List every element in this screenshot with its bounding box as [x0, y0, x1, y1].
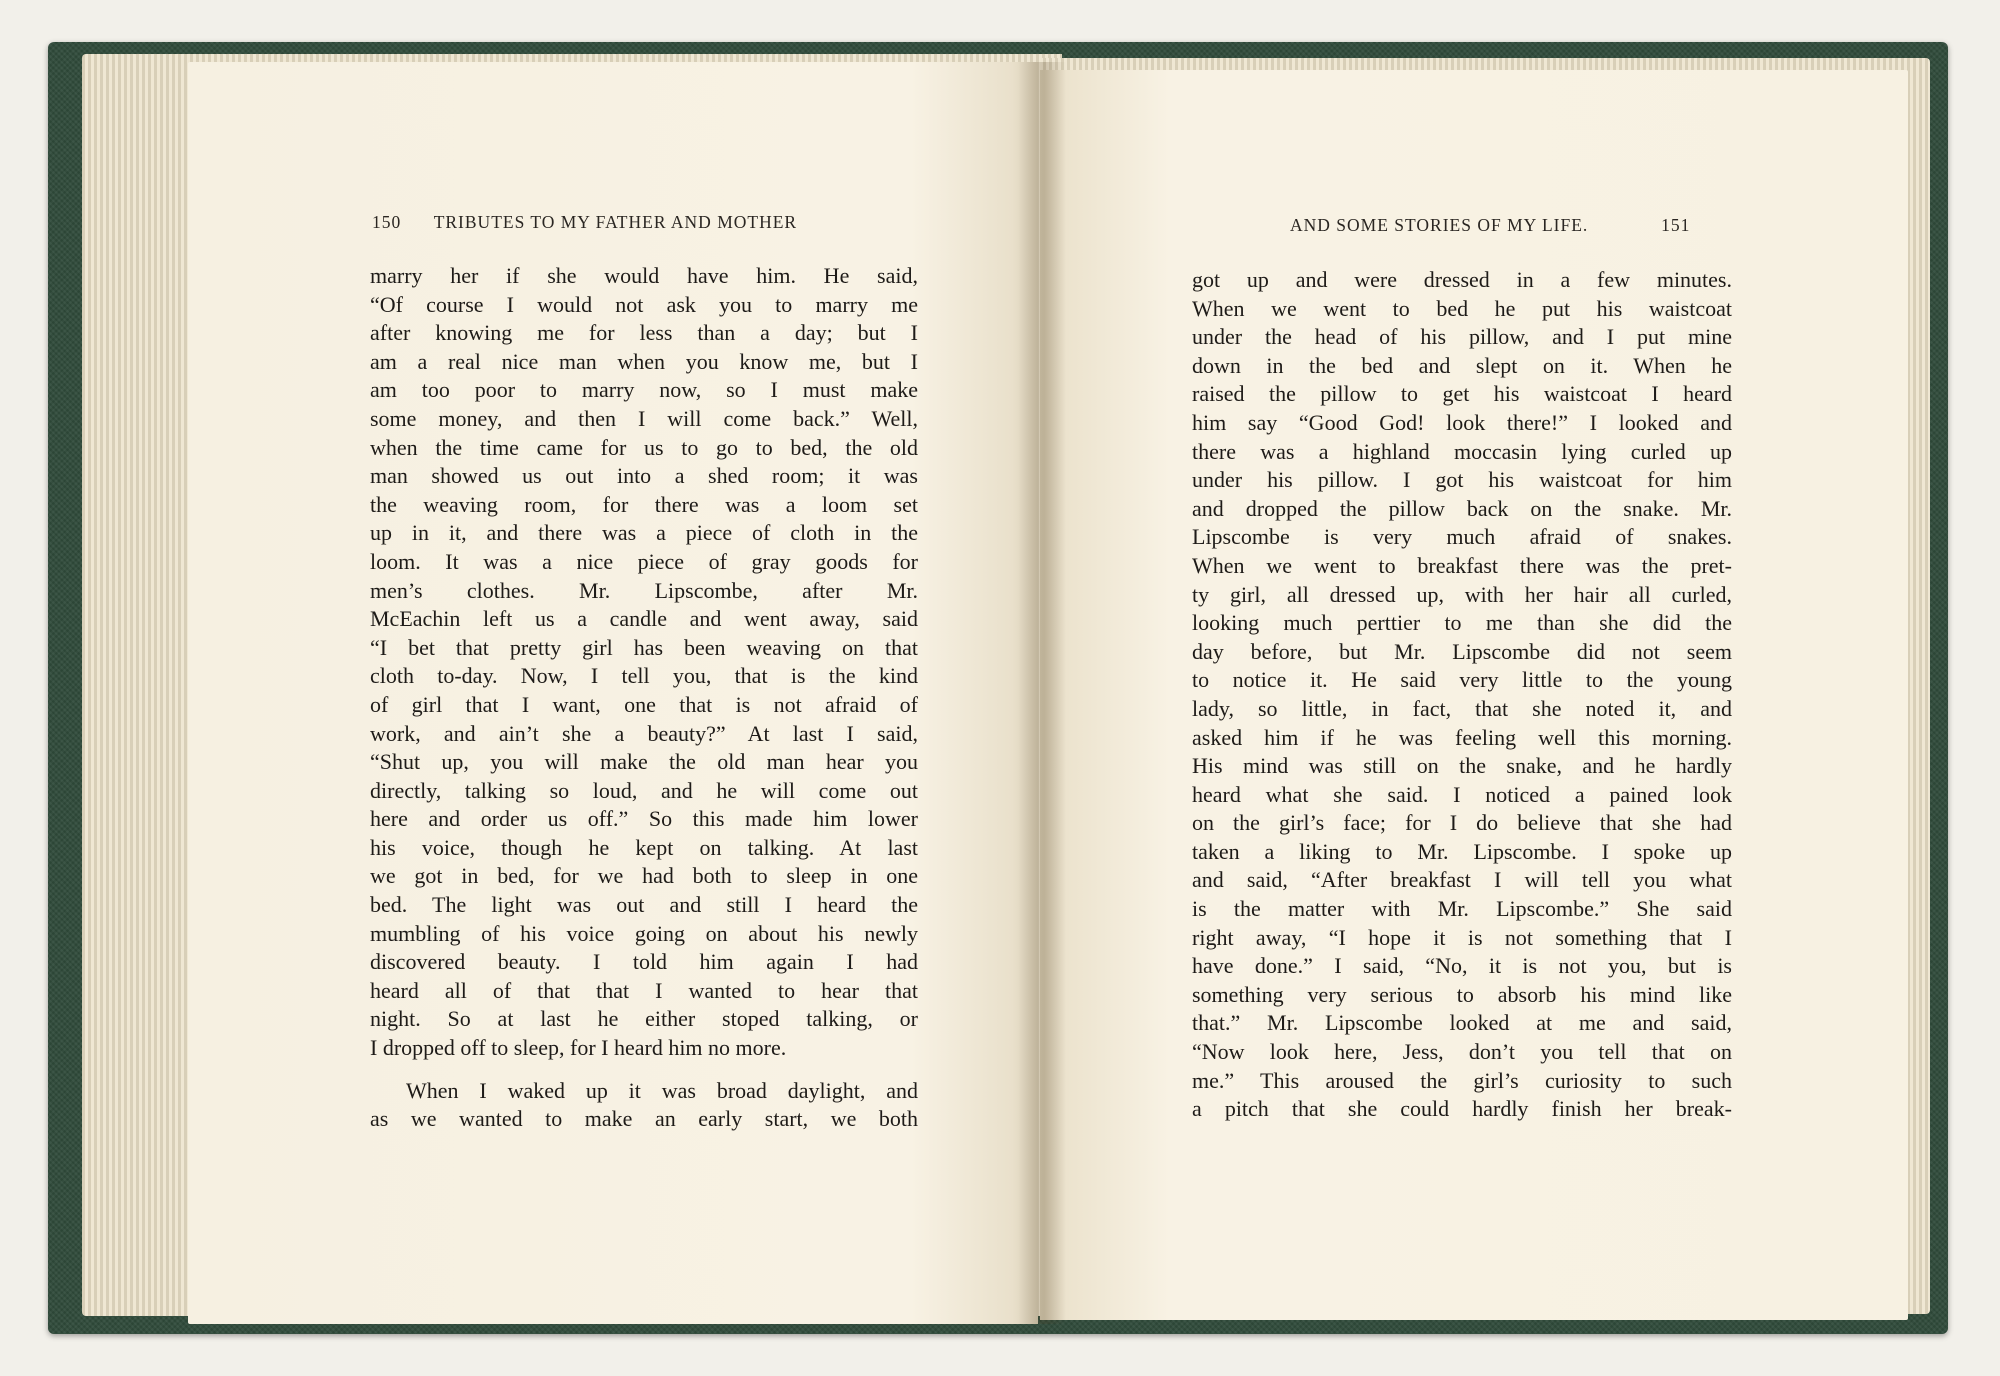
text-line: there was a highland moccasin lying curled up	[1192, 438, 1732, 464]
text-line: marry her if she would have him. He said,	[370, 263, 918, 288]
right-running-head	[1290, 215, 1690, 236]
right-page-text	[1192, 266, 1732, 1124]
text-line: bed. The light was out and still I heard the	[370, 892, 918, 918]
text-line: under the head of his pillow, and I put mine	[1192, 324, 1732, 350]
text-line: mumbling of his voice going on about his newly	[370, 920, 918, 946]
text-line: directly, talking so loud, and he will come out	[370, 777, 918, 803]
text-line: When we went to bed he put his waistcoat	[1192, 295, 1732, 321]
text-line: right away, “I hope it is not something that I	[1192, 924, 1732, 950]
text-line: as we wanted to make an early start, we both	[370, 1106, 918, 1132]
right-running-title: AND SOME STORIES OF MY LIFE.	[1290, 215, 1589, 235]
text-line: ty girl, all dressed up, with her hair all curled,	[1192, 581, 1732, 607]
left-page-number: 150	[372, 212, 402, 232]
text-line: “Now look here, Jess, don’t you tell that on	[1192, 1039, 1732, 1065]
left-paragraph-2	[370, 1077, 918, 1134]
text-line: McEachin left us a candle and went away, said	[370, 606, 918, 632]
text-line: here and order us off.” So this made him lower	[370, 806, 918, 832]
text-line: him say “Good God! look there!” I looked and	[1192, 409, 1732, 435]
text-line: heard all of that that I wanted to hear that	[370, 977, 918, 1003]
text-line: looking much perttier to me than she did the	[1192, 610, 1732, 636]
text-line: and dropped the pillow back on the snake. Mr.	[1192, 495, 1732, 521]
text-line: His mind was still on the snake, and he hardly	[1192, 753, 1732, 779]
text-line: after knowing me for less than a day; but I	[370, 320, 918, 346]
text-line: on the girl’s face; for I do believe that she had	[1192, 810, 1732, 836]
text-line: day before, but Mr. Lipscombe did not seem	[1192, 638, 1732, 664]
text-line: the weaving room, for there was a loom set	[370, 491, 918, 517]
text-line: got up and were dressed in a few minutes.	[1192, 267, 1732, 292]
text-line: a pitch that she could hardly finish her break-	[1192, 1096, 1732, 1122]
text-line: heard what she said. I noticed a pained look	[1192, 781, 1732, 807]
text-line: Lipscombe is very much afraid of snakes.	[1192, 524, 1732, 550]
text-line: “Shut up, you will make the old man hear you	[370, 749, 918, 775]
text-line: “I bet that pretty girl has been weaving on that	[370, 634, 918, 660]
text-line: is the matter with Mr. Lipscombe.” She said	[1192, 896, 1732, 922]
text-line: some money, and then I will come back.” Well,	[370, 405, 918, 431]
text-line: I dropped off to sleep, for I heard him no more.	[370, 1035, 787, 1061]
text-line: down in the bed and slept on it. When he	[1192, 352, 1732, 378]
text-line: have done.” I said, “No, it is not you, but is	[1192, 953, 1732, 979]
text-line: am a real nice man when you know me, but I	[370, 348, 918, 374]
left-page-text	[370, 262, 918, 1134]
text-line: When we went to breakfast there was the pret-	[1192, 552, 1732, 578]
text-line: taken a liking to Mr. Lipscombe. I spoke up	[1192, 838, 1732, 864]
text-line: when the time came for us to go to bed, the old	[370, 434, 918, 460]
text-line: man showed us out into a shed room; it was	[370, 463, 918, 489]
left-running-title: TRIBUTES TO MY FATHER AND MOTHER	[433, 212, 798, 232]
book-gutter	[1018, 62, 1066, 1324]
text-line: “Of course I would not ask you to marry me	[370, 291, 918, 317]
text-line: of girl that I want, one that is not afraid of	[370, 691, 918, 717]
text-line: am too poor to marry now, so I must make	[370, 377, 918, 403]
text-line: men’s clothes. Mr. Lipscombe, after Mr.	[370, 577, 918, 603]
text-line: and said, “After breakfast I will tell you what	[1192, 867, 1732, 893]
text-line: me.” This aroused the girl’s curiosity to such	[1192, 1067, 1732, 1093]
text-line: we got in bed, for we had both to sleep in one	[370, 863, 918, 889]
text-line: night. So at last he either stoped talking, or	[370, 1006, 918, 1032]
text-line: discovered beauty. I told him again I had	[370, 949, 918, 975]
text-line: that.” Mr. Lipscombe looked at me and said,	[1192, 1010, 1732, 1036]
text-line: lady, so little, in fact, that she noted it, and	[1192, 695, 1732, 721]
right-page-number: 151	[1661, 215, 1691, 235]
left-running-head	[372, 212, 797, 233]
text-line: up in it, and there was a piece of cloth in the	[370, 520, 918, 546]
text-line: cloth to-day. Now, I tell you, that is the kind	[370, 663, 918, 689]
text-line: his voice, though he kept on talking. At last	[370, 834, 918, 860]
text-line: asked him if he was feeling well this morning.	[1192, 724, 1732, 750]
text-line: something very serious to absorb his mind like	[1192, 981, 1732, 1007]
text-line: work, and ain’t she a beauty?” At last I said,	[370, 720, 918, 746]
text-line: to notice it. He said very little to the young	[1192, 667, 1732, 693]
text-line: raised the pillow to get his waistcoat I heard	[1192, 381, 1732, 407]
text-line: under his pillow. I got his waistcoat for him	[1192, 467, 1732, 493]
text-line: loom. It was a nice piece of gray goods for	[370, 548, 918, 574]
text-line: When I waked up it was broad daylight, and	[406, 1077, 918, 1103]
right-paragraph-1	[1192, 266, 1732, 1124]
left-paragraph-1	[370, 262, 918, 1063]
